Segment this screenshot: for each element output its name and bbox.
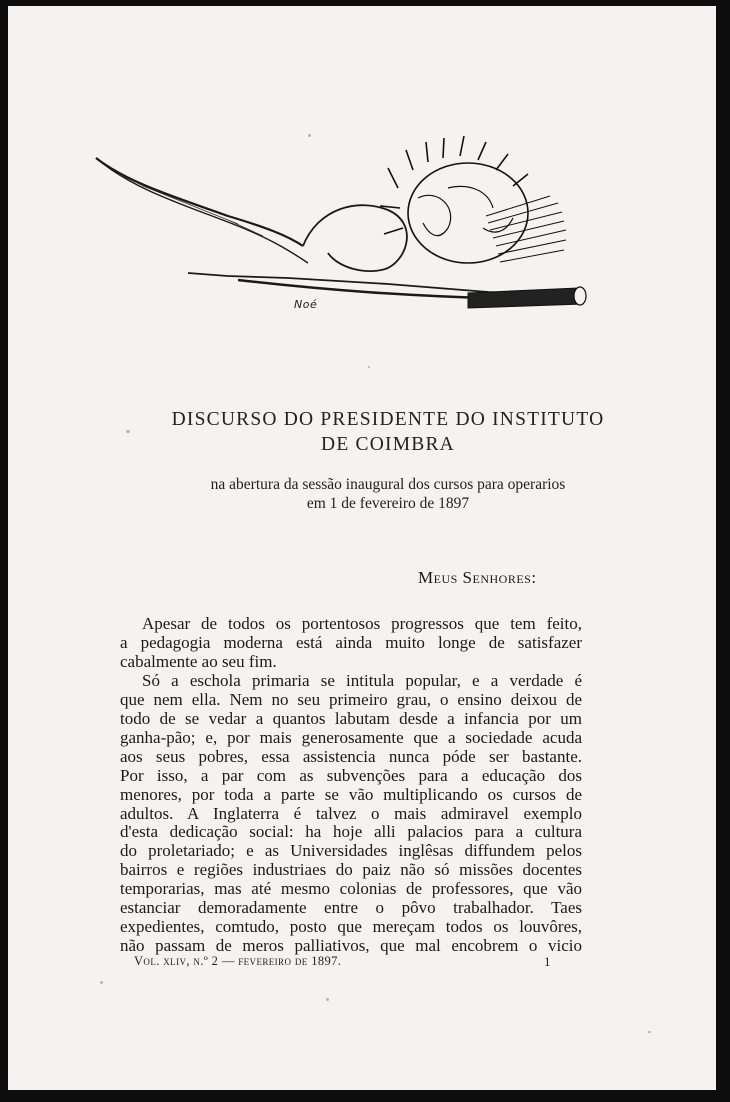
body-line: que nem ella. Nem no seu primeiro grau, o ensino deixou de (120, 689, 582, 709)
body-line: d'esta dedicação social: ha hoje alli palacios para a cultura (120, 822, 582, 842)
subtitle-line-2: em 1 de fevereiro de 1897 (306, 495, 470, 512)
footer-volume-info: Vol. xliv, n.º 2 — fevereiro de 1897. (134, 954, 342, 968)
body-line: a pedagogia moderna está ainda muito longe de satisfazer (120, 632, 582, 652)
illustration-signature: Noé (294, 298, 318, 311)
body-line: não passam de meros palliativos, que mal encobrem o vicio (120, 936, 582, 956)
article-title-line-1: DISCURSO DO PRESIDENTE DO INSTITUTO (171, 409, 605, 430)
paper-speck (126, 430, 130, 433)
body-line: menores, por toda a parte se vão multiplicando os cursos de (120, 784, 582, 804)
body-line: expedientes, comtudo, posto que mereçam todos os louvôres, (120, 917, 582, 937)
body-line: temporarias, mas até mesmo colonias de professores, que vão (120, 879, 582, 899)
body-line: todo de se vedar a quantos labutam desde a infancia por um (120, 708, 582, 728)
paper-speck (100, 981, 103, 984)
subtitle-line-1: na abertura da sessão inaugural dos cursos para operarios (210, 476, 566, 493)
paper-speck (368, 366, 370, 368)
body-text (120, 615, 582, 956)
body-line: aos seus pobres, essa assistencia nunca póde ser bastante. (120, 746, 582, 766)
body-line: cabalmente ao seu fim. (120, 651, 277, 671)
body-line: ganha-pão; e, por mais generosamente que a sociedade acuda (120, 727, 582, 747)
paper-speck (648, 1031, 651, 1033)
body-line: adultos. A Inglaterra é talvez o mais admiravel exemplo (120, 803, 582, 823)
footer-page-number: 1 (544, 954, 551, 969)
chestnut-burr-on-stick-icon (88, 128, 588, 318)
body-line: Por isso, a par com as subvenções para a educação dos (120, 765, 582, 785)
salutation: Meus Senhores: (418, 568, 537, 587)
paper-speck (326, 998, 329, 1001)
paper-speck (308, 134, 311, 137)
article-title-line-2: DE COIMBRA (321, 434, 455, 455)
body-line: do proletariado; e as Universidades inglêsas diffundem pelos (120, 841, 582, 861)
body-line: estanciar demoradamente entre o pôvo trabalhador. Taes (120, 898, 582, 918)
body-line: Apesar de todos os portentosos progressos que tem feito, (142, 614, 582, 633)
body-line: bairros e regiões industriaes do paiz não só missões docentes (120, 860, 582, 880)
body-line: Só a eschola primaria se intitula popular, e a verdade é (142, 670, 582, 690)
